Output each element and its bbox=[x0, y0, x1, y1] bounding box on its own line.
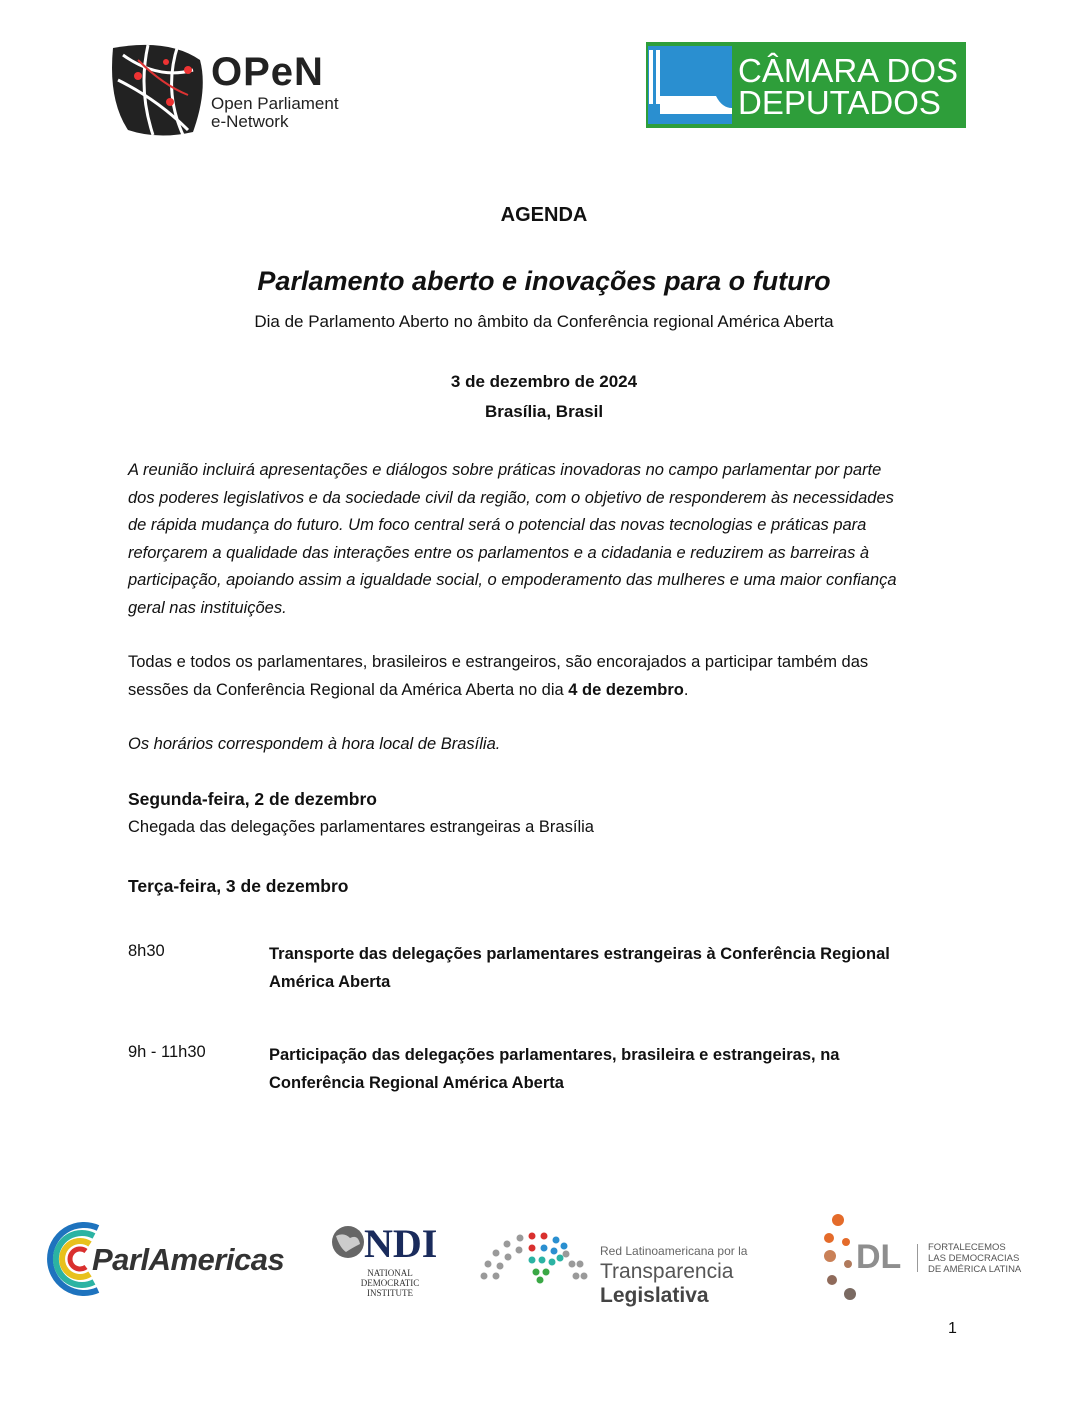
invite-line2-end: . bbox=[683, 680, 689, 699]
dl-wordmark: DL bbox=[856, 1238, 902, 1276]
ndi-sub-line: INSTITUTE bbox=[367, 1288, 413, 1298]
intro-line: geral nas instituições. bbox=[128, 598, 287, 617]
day1-heading: Segunda-feira, 2 de dezembro bbox=[128, 789, 377, 809]
parliament-dots-icon bbox=[476, 1218, 596, 1284]
event-location: Brasília, Brasil bbox=[484, 402, 604, 421]
agenda-label: AGENDA bbox=[500, 204, 588, 226]
intro-line: participação, apoiando assim a igualdade social, o empoderamento das mulheres e uma maior confiança bbox=[128, 571, 897, 589]
red-transparencia-logo bbox=[476, 1218, 796, 1307]
open-logo-line1: Open Parliament bbox=[211, 94, 339, 113]
democracias-latinas-logo bbox=[820, 1212, 1040, 1306]
schedule-time: 8h30 bbox=[128, 942, 165, 960]
red-logo-word2: Legislativa bbox=[600, 1284, 709, 1307]
red-logo-line1: Red Latinoamericana por la bbox=[600, 1244, 748, 1258]
camara-logo-line2: DEPUTADOS bbox=[738, 84, 941, 121]
red-logo-line2 bbox=[600, 1260, 796, 1308]
camara-logo-line1: CÂMARA DOS bbox=[738, 52, 959, 89]
invite-line1: Todas e todos os parlamentares, brasileiros e estrangeiros, são encorajados a participar também das bbox=[128, 653, 869, 671]
invite-date-bold: 4 de dezembro bbox=[568, 680, 684, 699]
parlamericas-logo bbox=[38, 1218, 310, 1300]
globe-icon bbox=[330, 1222, 366, 1262]
schedule-item-line1: Transporte das delegações parlamentares estrangeiras à Conferência Regional bbox=[269, 945, 890, 963]
dl-tagline: DE AMÉRICA LATINA bbox=[928, 1264, 1022, 1275]
open-parliament-logo bbox=[108, 40, 358, 144]
schedule-item-line1: Participação das delegações parlamentares, brasileira e estrangeiras, na bbox=[269, 1046, 840, 1064]
event-date: 3 de dezembro de 2024 bbox=[450, 372, 638, 391]
dl-tagline: LAS DEMOCRACIAS bbox=[928, 1253, 1020, 1264]
ndi-sub-line: DEMOCRATIC bbox=[360, 1278, 420, 1288]
schedule-time: 9h - 11h30 bbox=[128, 1043, 206, 1061]
red-logo-word1: Transparencia bbox=[600, 1260, 734, 1283]
ndi-logo bbox=[330, 1218, 450, 1304]
ndi-wordmark: NDI bbox=[364, 1221, 438, 1266]
intro-paragraph bbox=[128, 457, 968, 622]
camara-deputados-logo bbox=[646, 42, 966, 128]
intro-line: A reunião incluirá apresentações e diálogos sobre práticas inovadoras no campo parlamentar por parte bbox=[128, 461, 882, 479]
open-network-icon bbox=[108, 40, 208, 140]
invite-line2 bbox=[128, 677, 968, 705]
schedule-item bbox=[269, 940, 919, 996]
page-subtitle: Dia de Parlamento Aberto no âmbito da Conferência regional América Aberta bbox=[254, 312, 834, 331]
timezone-note: Os horários correspondem à hora local de Brasília. bbox=[128, 735, 501, 753]
dl-tagline: FORTALECEMOS bbox=[928, 1242, 1006, 1253]
dl-dots-icon bbox=[820, 1212, 856, 1306]
invite-line2-text: sessões da Conferência Regional da América Aberta no dia bbox=[128, 680, 569, 699]
open-logo-word: OPeN bbox=[211, 50, 324, 94]
intro-line: de rápida mudança do futuro. Um foco central será o potencial das novas tecnologias e práticas para bbox=[128, 516, 867, 534]
intro-line: dos poderes legislativos e da sociedade civil da região, com o objetivo de responderem às necessidades bbox=[128, 488, 894, 507]
ndi-sub-line: NATIONAL bbox=[367, 1268, 413, 1278]
day2-heading: Terça-feira, 3 de dezembro bbox=[128, 876, 349, 896]
page-number: 1 bbox=[948, 1320, 957, 1337]
invite-paragraph bbox=[128, 649, 968, 704]
schedule-item bbox=[269, 1041, 919, 1097]
open-logo-line2: e-Network bbox=[211, 112, 289, 131]
parlamericas-wordmark: ParlAmericas bbox=[92, 1242, 285, 1277]
dl-divider bbox=[917, 1244, 918, 1272]
schedule-item-line2: América Aberta bbox=[269, 973, 391, 991]
camara-building-icon bbox=[646, 42, 734, 128]
schedule-item-line2: Conferência Regional América Aberta bbox=[269, 1074, 564, 1092]
intro-line: reforçarem a qualidade das interações entre os parlamentos e a cidadania e reduzirem as barreiras à bbox=[128, 543, 870, 562]
page-title: Parlamento aberto e inovações para o futuro bbox=[257, 266, 831, 296]
day1-note: Chegada das delegações parlamentares estrangeiras a Brasília bbox=[128, 818, 594, 836]
